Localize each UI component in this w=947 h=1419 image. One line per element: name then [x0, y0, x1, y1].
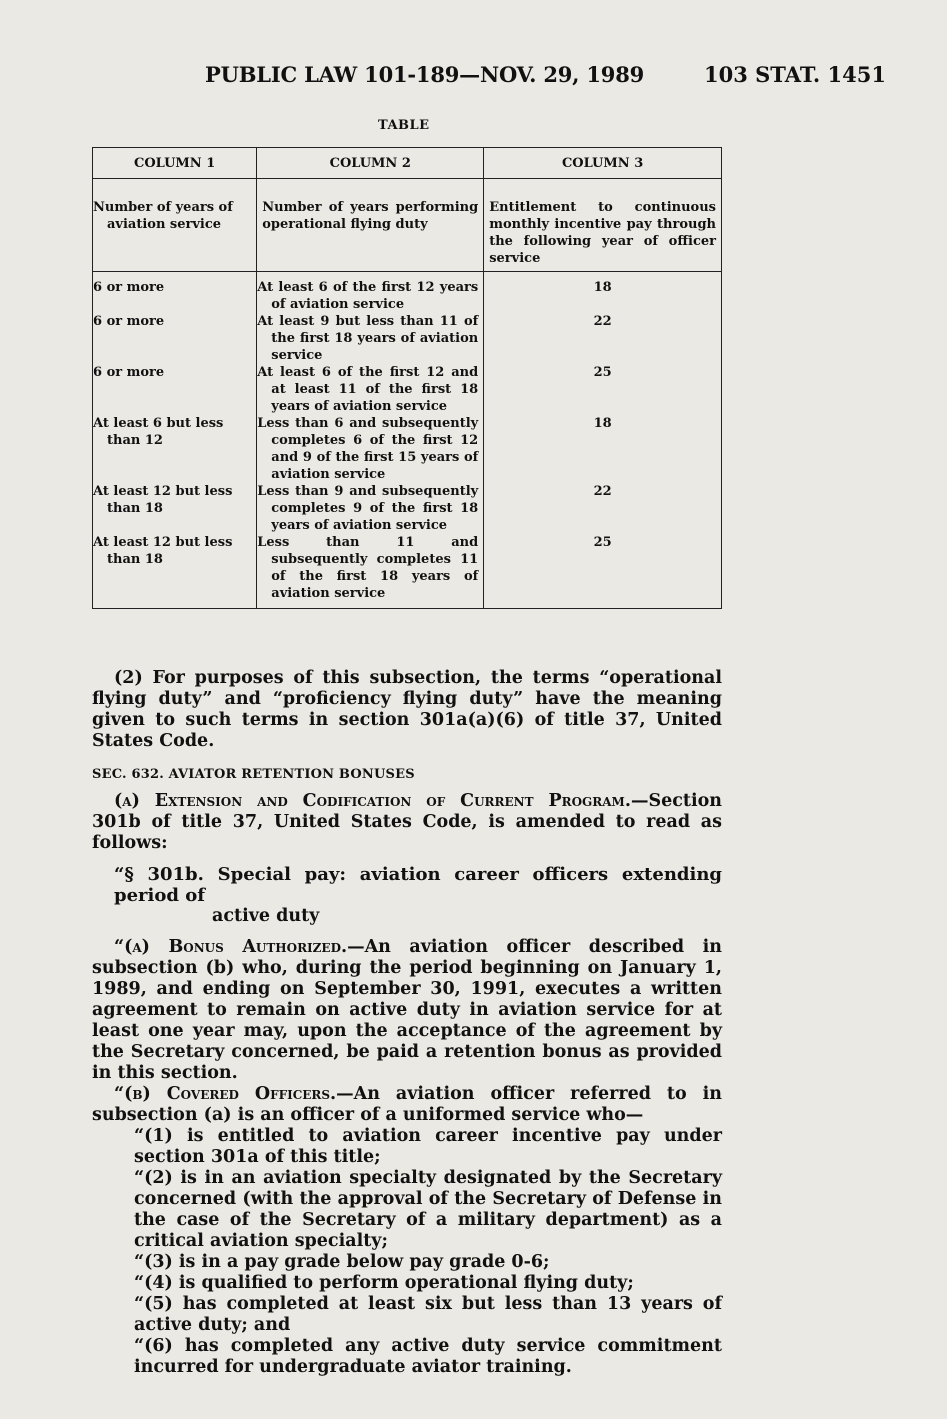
- row-entitlement: 18: [484, 272, 722, 314]
- column-subheader-1: Number of years of aviation service: [93, 179, 257, 272]
- row-years-service: 6 or more: [93, 313, 257, 364]
- subsection-a-text: —Section 301b of title 37, United States Code, is amended to read as follows:: [92, 791, 722, 853]
- section-301b-heading: “§ 301b. Special pay: aviation career officers extending period of: [114, 864, 722, 906]
- column-header-1: COLUMN 1: [93, 148, 257, 179]
- paragraph-2: (2) For purposes of this subsection, the terms “operational flying duty” and “proficiency flying duty” have the meaning given to such terms in section 301a(a)(6) of title 37, United States Code.: [92, 668, 722, 751]
- running-header-title: PUBLIC LAW 101-189—NOV. 29, 1989: [205, 62, 645, 87]
- table-row: [93, 534, 722, 609]
- table-title: TABLE: [378, 118, 430, 133]
- section-301b-heading-cont: active duty: [212, 906, 320, 926]
- covered-officers-heading: “(b) Covered Officers.: [114, 1084, 337, 1104]
- row-flying-duty: At least 9 but less than 11 of the first 18 years of aviation service: [257, 313, 484, 364]
- subsection-a: [92, 791, 722, 854]
- covered-officers: [92, 1084, 722, 1126]
- table-row: [93, 272, 722, 314]
- section-632-heading: SEC. 632. AVIATOR RETENTION BONUSES: [92, 767, 415, 782]
- row-years-service: At least 12 but less than 18: [93, 483, 257, 534]
- row-entitlement: 25: [484, 534, 722, 609]
- table-row: [93, 483, 722, 534]
- bonus-authorized: [92, 937, 722, 1084]
- table-row: [93, 313, 722, 364]
- list-item: “(6) has completed any active duty service commitment incurred for undergraduate aviator training.: [134, 1336, 722, 1377]
- row-entitlement: 18: [484, 415, 722, 483]
- column-subheader-2: Number of years performing operational flying duty: [257, 179, 484, 272]
- list-item: “(4) is qualified to perform operational flying duty;: [134, 1273, 634, 1293]
- row-flying-duty: Less than 9 and subsequently completes 9 of the first 18 years of aviation service: [257, 483, 484, 534]
- column-subheader-3: Entitlement to continuous monthly incentive pay through the following year of officer service: [484, 179, 722, 272]
- row-entitlement: 22: [484, 483, 722, 534]
- row-entitlement: 22: [484, 313, 722, 364]
- row-flying-duty: At least 6 of the first 12 years of aviation service: [257, 272, 484, 314]
- row-years-service: At least 6 but less than 12: [93, 415, 257, 483]
- row-entitlement: 25: [484, 364, 722, 415]
- list-item: “(1) is entitled to aviation career incentive pay under section 301a of this title;: [134, 1126, 722, 1167]
- column-header-3: COLUMN 3: [484, 148, 722, 179]
- covered-officers-text: —An aviation officer referred to in subsection (a) is an officer of a uniformed service who—: [92, 1084, 722, 1125]
- bonus-authorized-heading: “(a) Bonus Authorized.: [114, 937, 348, 957]
- list-item: “(5) has completed at least six but less than 13 years of active duty; and: [134, 1294, 722, 1335]
- row-flying-duty: Less than 11 and subsequently completes 11 of the first 18 years of aviation service: [257, 534, 484, 609]
- running-header-page: 103 STAT. 1451: [704, 62, 886, 87]
- list-item: “(2) is in an aviation specialty designated by the Secretary concerned (with the approval of the Secretary of Defense in the case of the Secretary of a military department) as a critical aviation specialty;: [134, 1168, 722, 1251]
- row-flying-duty: At least 6 of the first 12 and at least 11 of the first 18 years of aviation service: [257, 364, 484, 415]
- table-row: [93, 364, 722, 415]
- statute-text: [92, 668, 722, 1378]
- subsection-a-heading: (a) Extension and Codification of Current Program.: [114, 791, 631, 811]
- row-years-service: 6 or more: [93, 272, 257, 314]
- column-header-2: COLUMN 2: [257, 148, 484, 179]
- row-years-service: At least 12 but less than 18: [93, 534, 257, 609]
- row-years-service: 6 or more: [93, 364, 257, 415]
- incentive-pay-table: [92, 147, 722, 609]
- list-item: “(3) is in a pay grade below pay grade 0-6;: [134, 1252, 550, 1272]
- table-row: [93, 415, 722, 483]
- row-flying-duty: Less than 6 and subsequently completes 6 of the first 12 and 9 of the first 15 years of aviation service: [257, 415, 484, 483]
- bonus-authorized-text: —An aviation officer described in subsection (b) who, during the period beginning on January 1, 1989, and ending on September 30, 1991, executes a written agreement to remain on active duty in aviation service for at least one year may, upon the acceptance of the agreement by the Secretary concerned, be paid a retention bonus as provided in this section.: [92, 937, 722, 1083]
